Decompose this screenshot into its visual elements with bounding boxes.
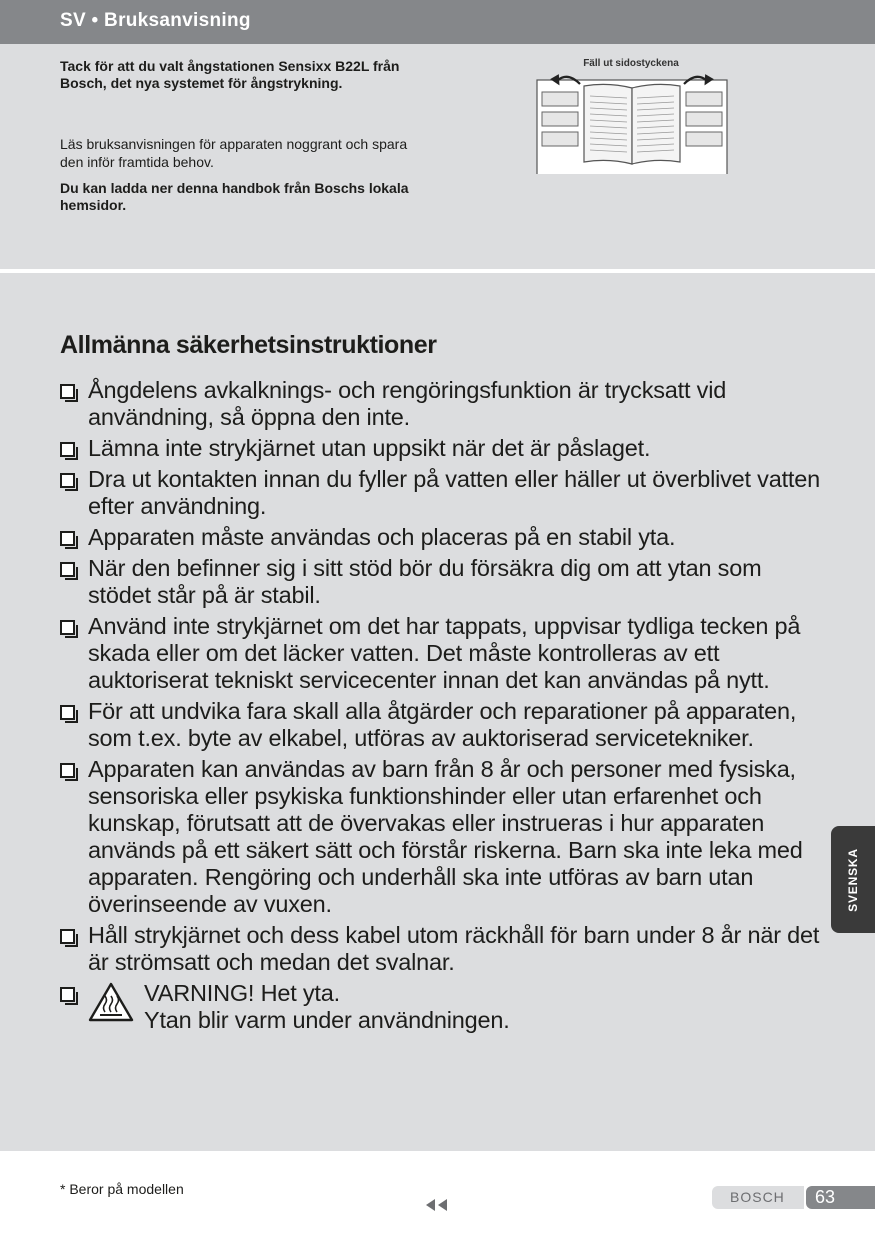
intro-section [0,44,875,269]
list-item [60,555,820,609]
intro-lead: Tack för att du valt ångstationen Sensixx B22L från Bosch, det nya systemet för ångstrykning. [60,58,400,91]
list-item [60,756,820,918]
intro-download-note: Du kan ladda ner denna handbok från Boschs lokala hemsidor. [60,180,409,213]
warning-item [60,980,820,1036]
checkbox-icon [60,531,75,546]
intro-read-note: Läs bruksanvisningen för apparaten noggrant och spara den inför framtida behov. [60,136,408,170]
double-left-arrow-icon[interactable] [424,1198,450,1212]
checkbox-icon [60,473,75,488]
list-item-text: Dra ut kontakten innan du fyller på vatten eller häller ut överblivet vatten efter användning. [88,466,821,519]
list-item [60,377,820,431]
page-number: 63 [815,1187,836,1207]
list-item-text: För att undvika fara skall alla åtgärder och reparationer på apparaten, som t.ex. byte av elkabel, utföras av auktoriserad servicetekniker. [88,698,797,751]
list-item-text: Lämna inte strykjärnet utan uppsikt när det är påslaget. [88,435,651,461]
list-item [60,435,820,462]
list-item-text: Apparaten måste användas och placeras på en stabil yta. [88,524,676,550]
checkbox-icon [60,620,75,635]
checkbox-icon [60,763,75,778]
checkbox-icon [60,562,75,577]
list-item-text: Håll strykjärnet och dess kabel utom räckhåll för barn under 8 år när det är strömsatt och medan det svalnar. [88,922,820,975]
list-item [60,466,820,520]
list-item-text: Använd inte strykjärnet om det har tappats, uppvisar tydliga tecken på skada eller om det läcker vatten. Det måste kontrolleras av ett auktoriserat tekniskt servicecenter innan det kan användas på nytt. [88,613,801,693]
language-tab-label: SVENSKA [846,847,860,912]
list-item-text: Apparaten kan användas av barn från 8 år och personer med fysiska, sensoriska eller psykiska funktionshinder eller utan erfarenhet och kunskap, förutsatt att de övervakas eller instrueras i hur apparaten används på ett säkert sätt och förstår riskerna. Barn ska inte leka med apparaten. Rengöring och underhåll ska inte utföras av barn utan överinseende av vuxen. [88,756,803,917]
list-item-text: Ångdelens avkalknings- och rengöringsfunktion är trycksatt vid användning, så öppna den inte. [88,377,727,430]
list-item [60,613,820,694]
page-number-box [806,1186,875,1209]
language-tab[interactable] [831,826,875,933]
list-item [60,524,820,551]
list-item [60,922,820,976]
warning-title: VARNING! Het yta. [144,980,340,1006]
list-item-text: När den befinner sig i sitt stöd bör du försäkra dig om att ytan som stödet står på är stabil. [88,555,762,608]
brand-label-box [712,1186,804,1209]
checkbox-icon [60,929,75,944]
list-item [60,698,820,752]
hot-surface-warning-icon [88,982,134,1022]
warning-text: Ytan blir varm under användningen. [144,1007,510,1033]
safety-list [60,377,820,1040]
open-manual-illustration [534,72,730,174]
checkbox-icon [60,705,75,720]
footnote: * Beror på modellen [60,1181,184,1197]
checkbox-icon [60,987,75,1002]
safety-section [0,273,875,1151]
figure-caption: Fäll ut sidostyckena [583,58,679,69]
checkbox-icon [60,384,75,399]
header-bar [0,0,875,44]
header-title: SV • Bruksanvisning [60,10,251,31]
checkbox-icon [60,442,75,457]
safety-title: Allmänna säkerhetsinstruktioner [60,331,437,359]
brand-label: BOSCH [730,1189,785,1205]
